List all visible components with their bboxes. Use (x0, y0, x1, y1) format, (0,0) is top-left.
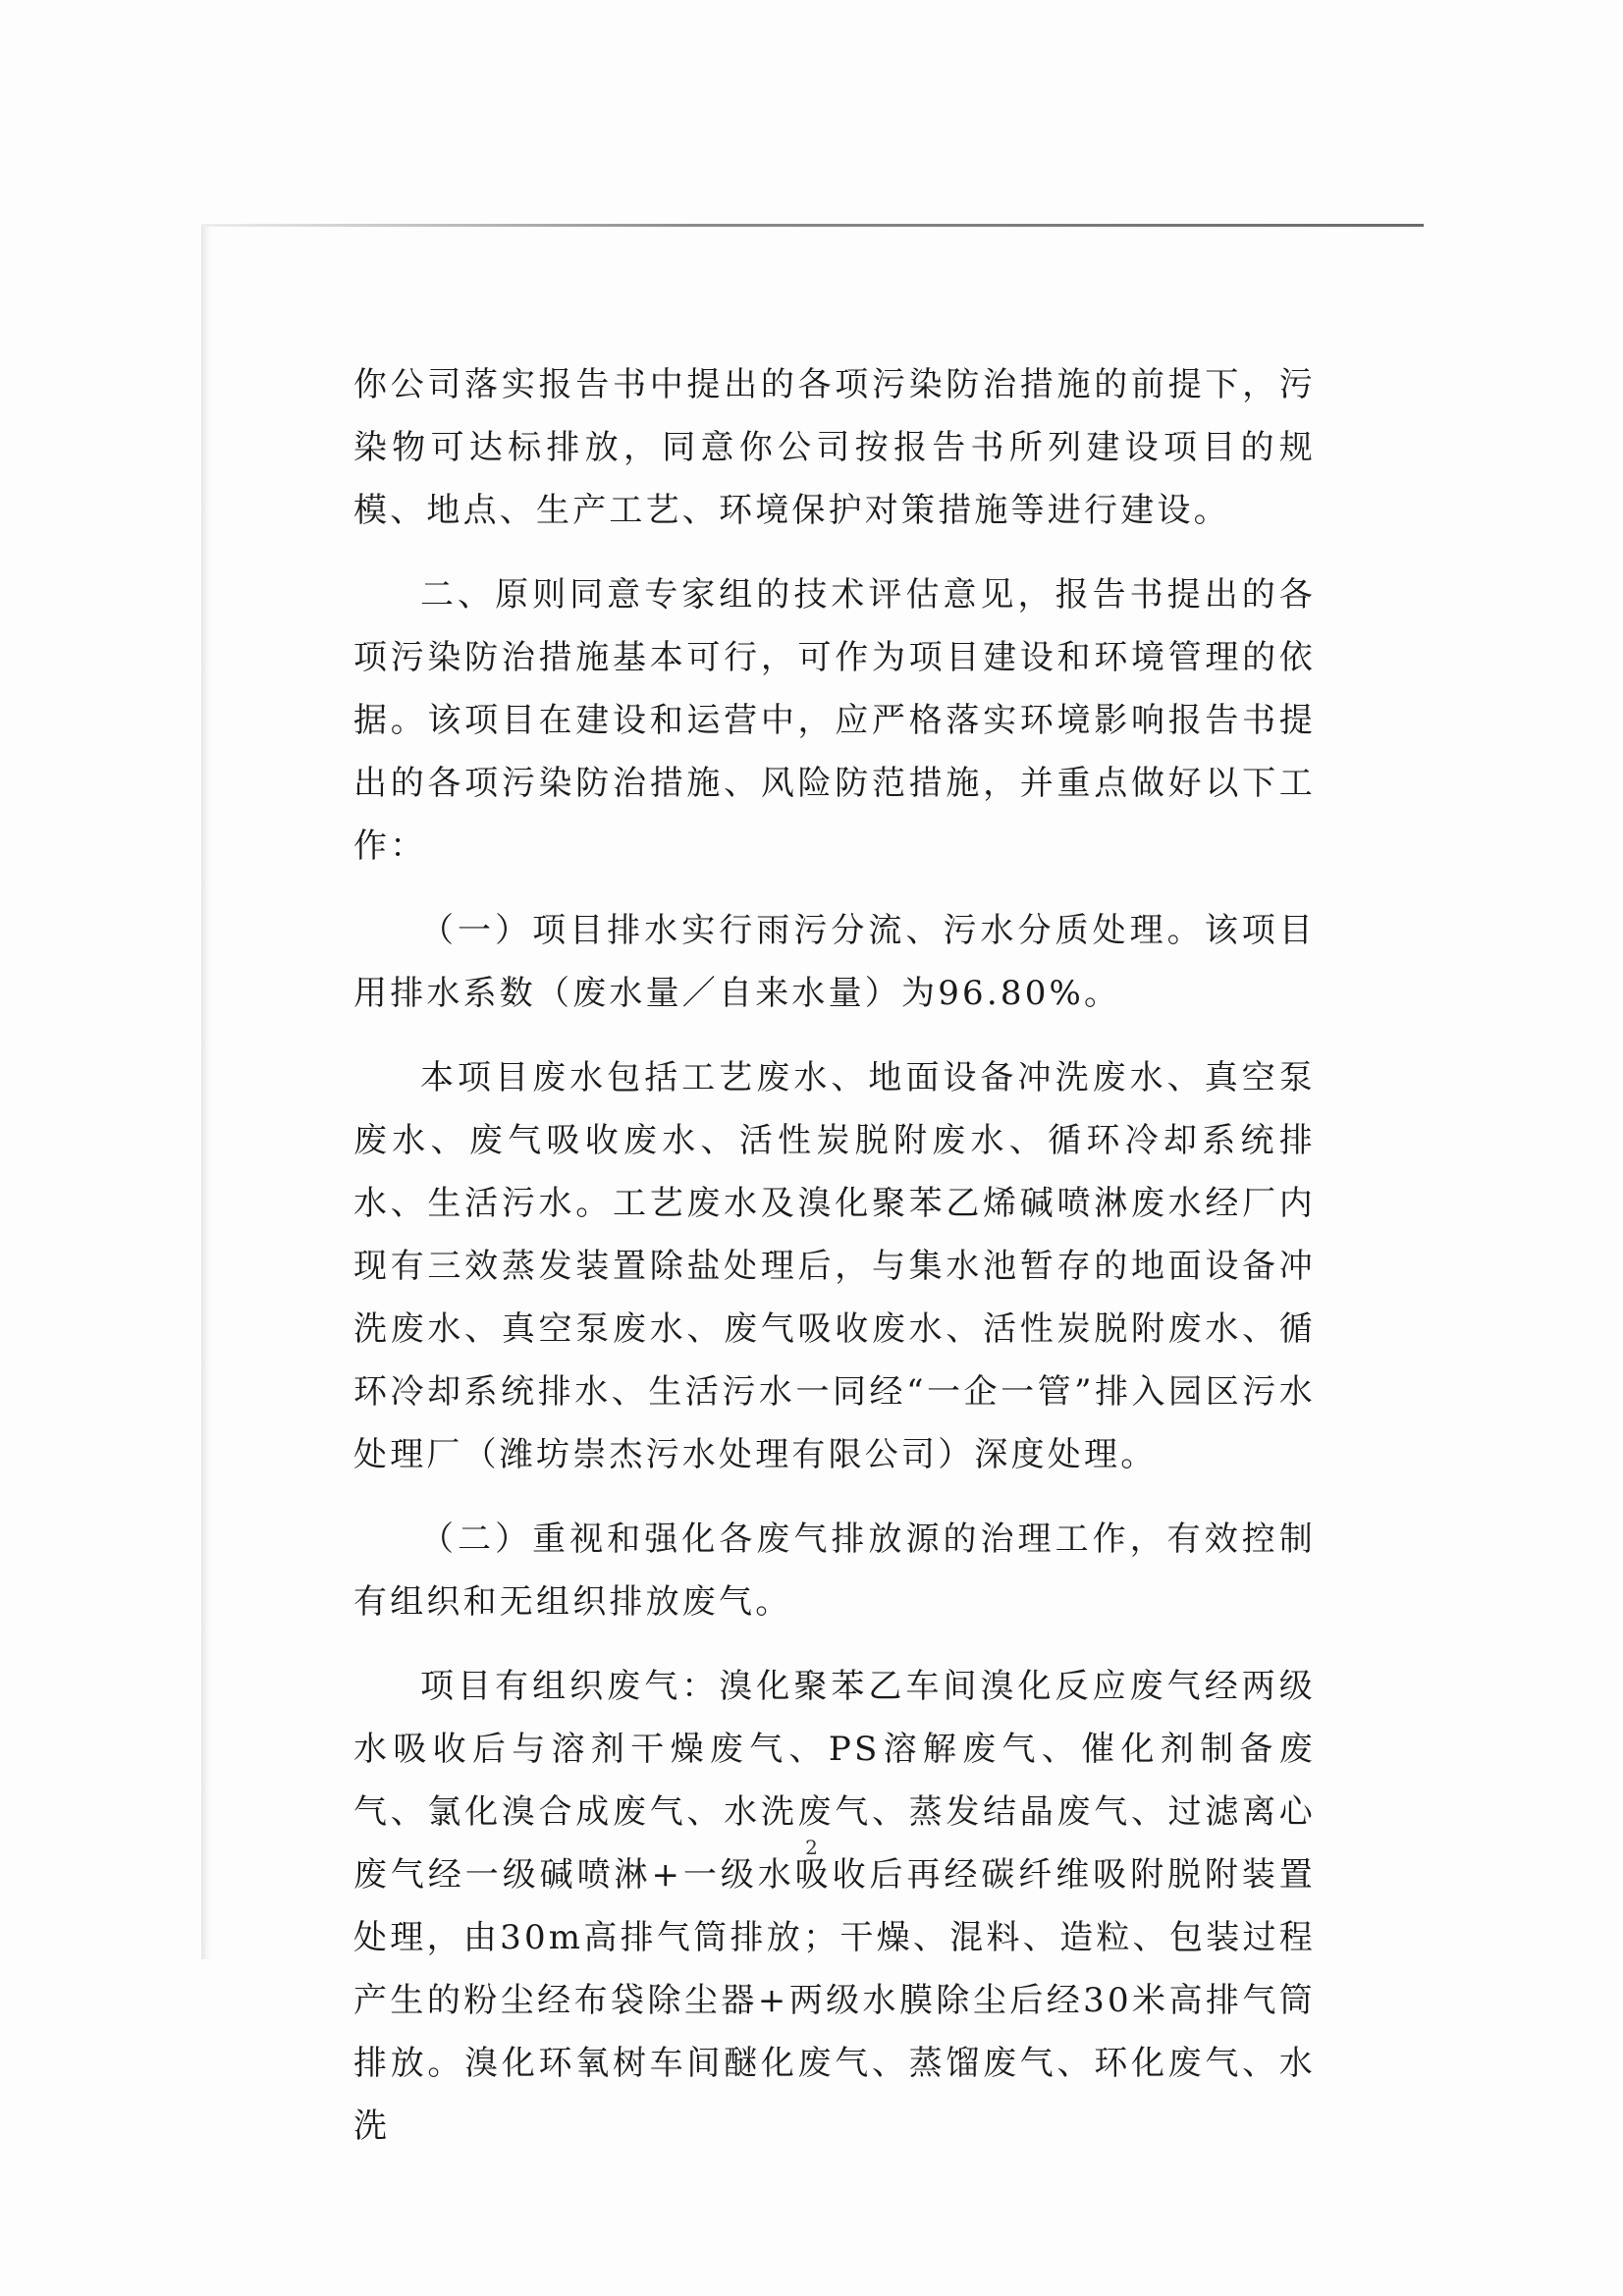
paragraph-item-one: （一）项目排水实行雨污分流、污水分质处理。该项目用排水系数（废水量／自来水量）为96.80%。 (353, 911, 1316, 1013)
paragraph-item-two: （二）重视和强化各废气排放源的治理工作，有效控制有组织和无组织排放废气。 (353, 1520, 1316, 1622)
paragraph-wastewater: 本项目废水包括工艺废水、地面设备冲洗废水、真空泵废水、废气吸收废水、活性炭脱附废水、循环冷却系统排水、生活污水。工艺废水及溴化聚苯乙烯碱喷淋废水经厂内现有三效蒸发装置除盐处理后，与集水池暂存的地面设备冲洗废水、真空泵废水、废气吸收废水、活性炭脱附废水、循环冷却系统排水、生活污水一同经“一企一管”排入园区污水处理厂（潍坊崇杰污水处理有限公司）深度处理。 (353, 1058, 1316, 1474)
paragraph-exhaust: 项目有组织废气：溴化聚苯乙车间溴化反应废气经两级水吸收后与溶剂干燥废气、PS溶解废气、催化剂制备废气、氯化溴合成废气、水洗废气、蒸发结晶废气、过滤离心废气经一级碱喷淋+一级水吸收后再经碳纤维吸附脱附装置处理，由30m高排气筒排放；干燥、混料、造粒、包装过程产生的粉尘经布袋除尘器+两级水膜除尘后经30米高排气筒排放。溴化环氧树车间醚化废气、蒸馏废气、环化废气、水洗 (353, 1667, 1316, 2146)
scan-edge-shadow (201, 224, 211, 1959)
header-rule (201, 224, 1424, 227)
page-number: 2 (805, 1836, 818, 1859)
paragraph-section-two: 二、原则同意专家组的技术评估意见，报告书提出的各项污染防治措施基本可行，可作为项目建设和环境管理的依据。该项目在建设和运营中，应严格落实环境影响报告书提出的各项污染防治措施、风险防范措施，并重点做好以下工作： (353, 575, 1316, 866)
paragraph-continuation: 你公司落实报告书中提出的各项污染防治措施的前提下，污染物可达标排放，同意你公司按报告书所列建设项目的规模、地点、生产工艺、环境保护对策措施等进行建设。 (353, 365, 1316, 530)
document-body (353, 353, 1316, 2179)
